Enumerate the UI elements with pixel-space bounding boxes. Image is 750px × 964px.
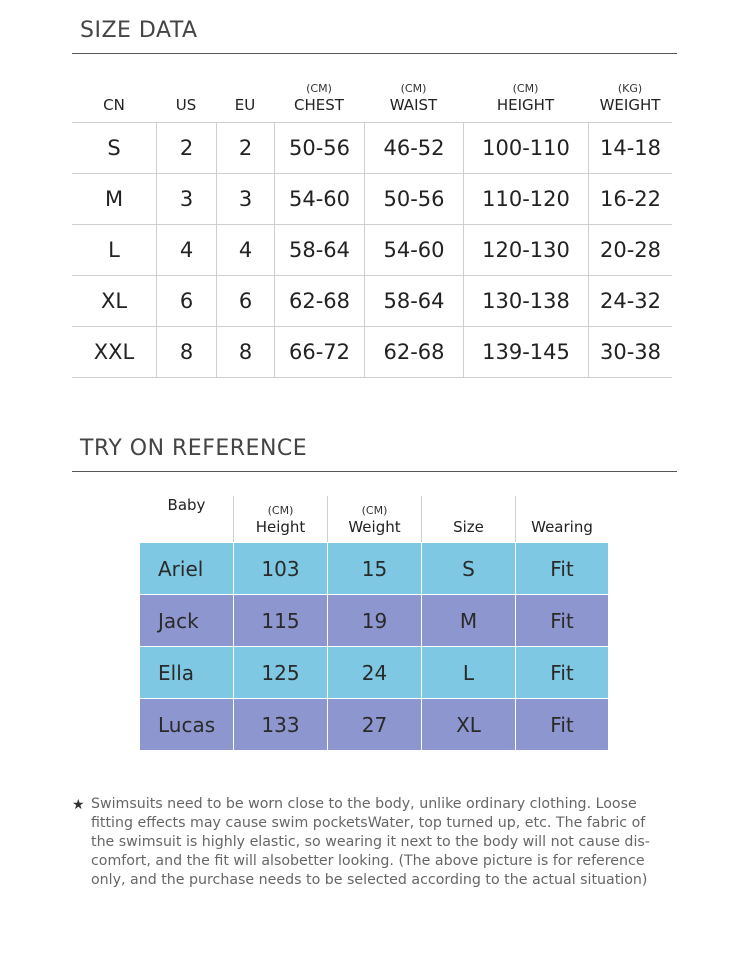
header-size: Size xyxy=(421,496,515,542)
table-cell: Fit xyxy=(515,647,608,698)
table-cell: Ella xyxy=(158,660,195,685)
table-cell: 139-145 xyxy=(463,327,588,377)
table-cell: L xyxy=(421,647,515,698)
table-cell: 16-22 xyxy=(588,174,672,224)
star-icon: ★ xyxy=(72,797,85,813)
header-baby: Baby xyxy=(167,496,206,514)
table-row xyxy=(140,594,608,646)
table-row xyxy=(140,542,608,594)
table-cell: Fit xyxy=(515,543,608,594)
table-cell: 62-68 xyxy=(364,327,463,377)
note-line: fitting effects may cause swim pocketsWater, top turned up, etc. The fabric of xyxy=(91,815,646,831)
size-data-title: SIZE DATA xyxy=(80,18,198,43)
table-cell: L xyxy=(108,238,120,262)
table-cell: 27 xyxy=(327,699,421,750)
table-cell: 46-52 xyxy=(364,123,463,173)
table-cell: 14-18 xyxy=(588,123,672,173)
table-row xyxy=(72,122,672,173)
table-cell: 50-56 xyxy=(274,123,364,173)
table-cell: XL xyxy=(100,289,128,313)
size-data-divider xyxy=(72,53,677,54)
table-cell: 54-60 xyxy=(364,225,463,275)
table-row xyxy=(72,224,672,275)
table-cell: 3 xyxy=(156,174,216,224)
table-row xyxy=(140,698,608,750)
table-row xyxy=(140,646,608,698)
table-cell: 115 xyxy=(233,595,327,646)
header-weight: (CM) Weight xyxy=(327,496,421,542)
table-cell: 6 xyxy=(156,276,216,326)
table-cell: 58-64 xyxy=(274,225,364,275)
table-cell: S xyxy=(421,543,515,594)
table-cell: 133 xyxy=(233,699,327,750)
table-cell: 4 xyxy=(156,225,216,275)
table-cell: 125 xyxy=(233,647,327,698)
table-cell: Jack xyxy=(158,608,199,633)
header-cn: CN xyxy=(103,96,125,114)
table-cell: XL xyxy=(421,699,515,750)
table-cell: 8 xyxy=(216,327,274,377)
table-row xyxy=(72,326,672,378)
table-cell: Fit xyxy=(515,699,608,750)
try-on-table-header xyxy=(140,496,608,542)
table-cell: 66-72 xyxy=(274,327,364,377)
table-cell: 58-64 xyxy=(364,276,463,326)
table-cell: Fit xyxy=(515,595,608,646)
header-eu: EU xyxy=(234,96,256,114)
table-cell: XXL xyxy=(93,340,135,364)
table-cell: Lucas xyxy=(158,712,216,737)
table-cell: 6 xyxy=(216,276,274,326)
note-text xyxy=(91,795,692,890)
table-cell: Ariel xyxy=(158,556,204,581)
table-cell: 62-68 xyxy=(274,276,364,326)
table-cell: 30-38 xyxy=(588,327,672,377)
table-cell: 100-110 xyxy=(463,123,588,173)
size-data-table xyxy=(72,70,672,378)
header-chest: (CM) CHEST xyxy=(294,82,344,114)
try-on-title: TRY ON REFERENCE xyxy=(80,436,308,461)
table-cell: 130-138 xyxy=(463,276,588,326)
try-on-table xyxy=(140,496,608,750)
table-cell: 4 xyxy=(216,225,274,275)
table-cell: 19 xyxy=(327,595,421,646)
table-cell: 24 xyxy=(327,647,421,698)
note-line: comfort, and the fit will alsobetter looking. (The above picture is for reference xyxy=(91,853,645,869)
size-table-header xyxy=(72,70,672,122)
table-cell: 103 xyxy=(233,543,327,594)
table-cell: 3 xyxy=(216,174,274,224)
table-row xyxy=(72,173,672,224)
table-cell: 120-130 xyxy=(463,225,588,275)
table-cell: 20-28 xyxy=(588,225,672,275)
note-line: the swimsuit is highly elastic, so wearing it next to the body will not cause dis- xyxy=(91,834,650,850)
table-row xyxy=(72,275,672,326)
table-cell: 2 xyxy=(156,123,216,173)
header-weight: (KG) WEIGHT xyxy=(599,82,661,114)
header-height: (CM) HEIGHT xyxy=(496,82,555,114)
table-cell: 110-120 xyxy=(463,174,588,224)
try-on-divider xyxy=(72,471,677,472)
table-cell: 8 xyxy=(156,327,216,377)
header-height: (CM) Height xyxy=(233,496,327,542)
header-us: US xyxy=(175,96,197,114)
header-wearing: Wearing xyxy=(515,496,608,542)
header-waist: (CM) WAIST xyxy=(389,82,438,114)
note-line: Swimsuits need to be worn close to the body, unlike ordinary clothing. Loose xyxy=(91,796,637,812)
swimsuit-note xyxy=(72,795,692,890)
table-cell: 54-60 xyxy=(274,174,364,224)
table-cell: M xyxy=(421,595,515,646)
table-cell: 15 xyxy=(327,543,421,594)
table-cell: S xyxy=(107,136,121,160)
note-line: only, and the purchase needs to be selected according to the actual situation) xyxy=(91,872,648,888)
table-cell: 50-56 xyxy=(364,174,463,224)
table-cell: M xyxy=(104,187,124,211)
table-cell: 24-32 xyxy=(588,276,672,326)
table-cell: 2 xyxy=(216,123,274,173)
